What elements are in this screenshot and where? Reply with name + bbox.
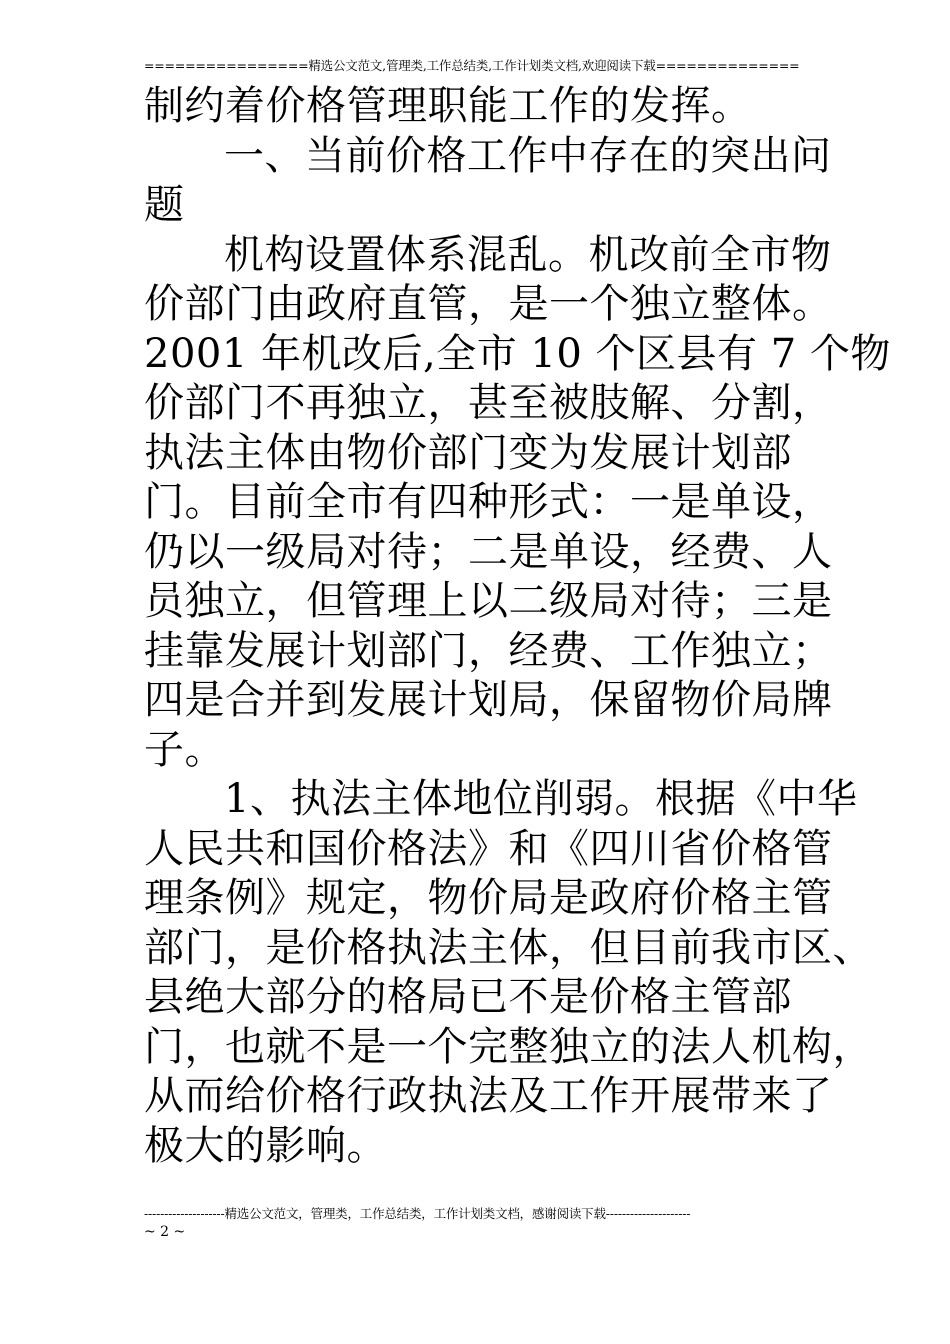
text-line: 门，也就不是一个完整独立的法人机构， bbox=[144, 1023, 873, 1070]
text-line: 仍以一级局对待；二是单设，经费、人 bbox=[144, 528, 833, 575]
text-line: 2001 年机改后,全市 10 个区县有 7 个物 bbox=[144, 330, 891, 377]
text-line: 挂靠发展计划部门，经费、工作独立； bbox=[144, 627, 833, 674]
text-line: 部门，是价格执法主体，但目前我市区、 bbox=[144, 924, 873, 971]
page-header: ================精选公文范文,管理类,工作总结类,工作计划类文档,欢迎阅读下载============== bbox=[144, 58, 800, 73]
section-heading: 一、当前价格工作中存在的突出问 bbox=[224, 132, 832, 179]
text-line: 极大的影响。 bbox=[144, 1122, 387, 1169]
text-line: 价部门不再独立，甚至被肢解、分割， bbox=[144, 380, 833, 426]
section-heading-continuation: 题 bbox=[144, 182, 185, 228]
paragraph-start: 机构设置体系混乱。机改前全市物 bbox=[224, 231, 832, 278]
body-text bbox=[144, 82, 891, 1171]
text-line: 门。目前全市有四种形式：一是单设， bbox=[144, 479, 833, 525]
text-line: 四是合并到发展计划局，保留物价局牌 bbox=[144, 677, 833, 723]
paragraph-start: 1、执法主体地位削弱。根据《中华 bbox=[224, 776, 858, 822]
text-line: 县绝大部分的格局已不是价格主管部 bbox=[144, 974, 792, 1020]
text-line: 理条例》规定，物价局是政府价格主管 bbox=[144, 875, 833, 921]
text-line: 价部门由政府直管，是一个独立整体。 bbox=[144, 281, 833, 327]
text-line: 员独立，但管理上以二级局对待；三是 bbox=[144, 578, 833, 624]
text-line: 人民共和国价格法》和《四川省价格管 bbox=[144, 825, 833, 872]
page-footer: --------------------精选公文范文，管理类，工作总结类，工作计划类文档，感谢阅读下载--------------------- bbox=[144, 1206, 691, 1221]
page-number: ~ 2 ~ bbox=[144, 1224, 186, 1240]
text-line: 子。 bbox=[144, 726, 225, 773]
text-line: 从而给价格行政执法及工作开展带来了 bbox=[144, 1073, 833, 1119]
text-line: 制约着价格管理职能工作的发挥。 bbox=[144, 83, 752, 129]
text-line: 执法主体由物价部门变为发展计划部 bbox=[144, 429, 792, 476]
